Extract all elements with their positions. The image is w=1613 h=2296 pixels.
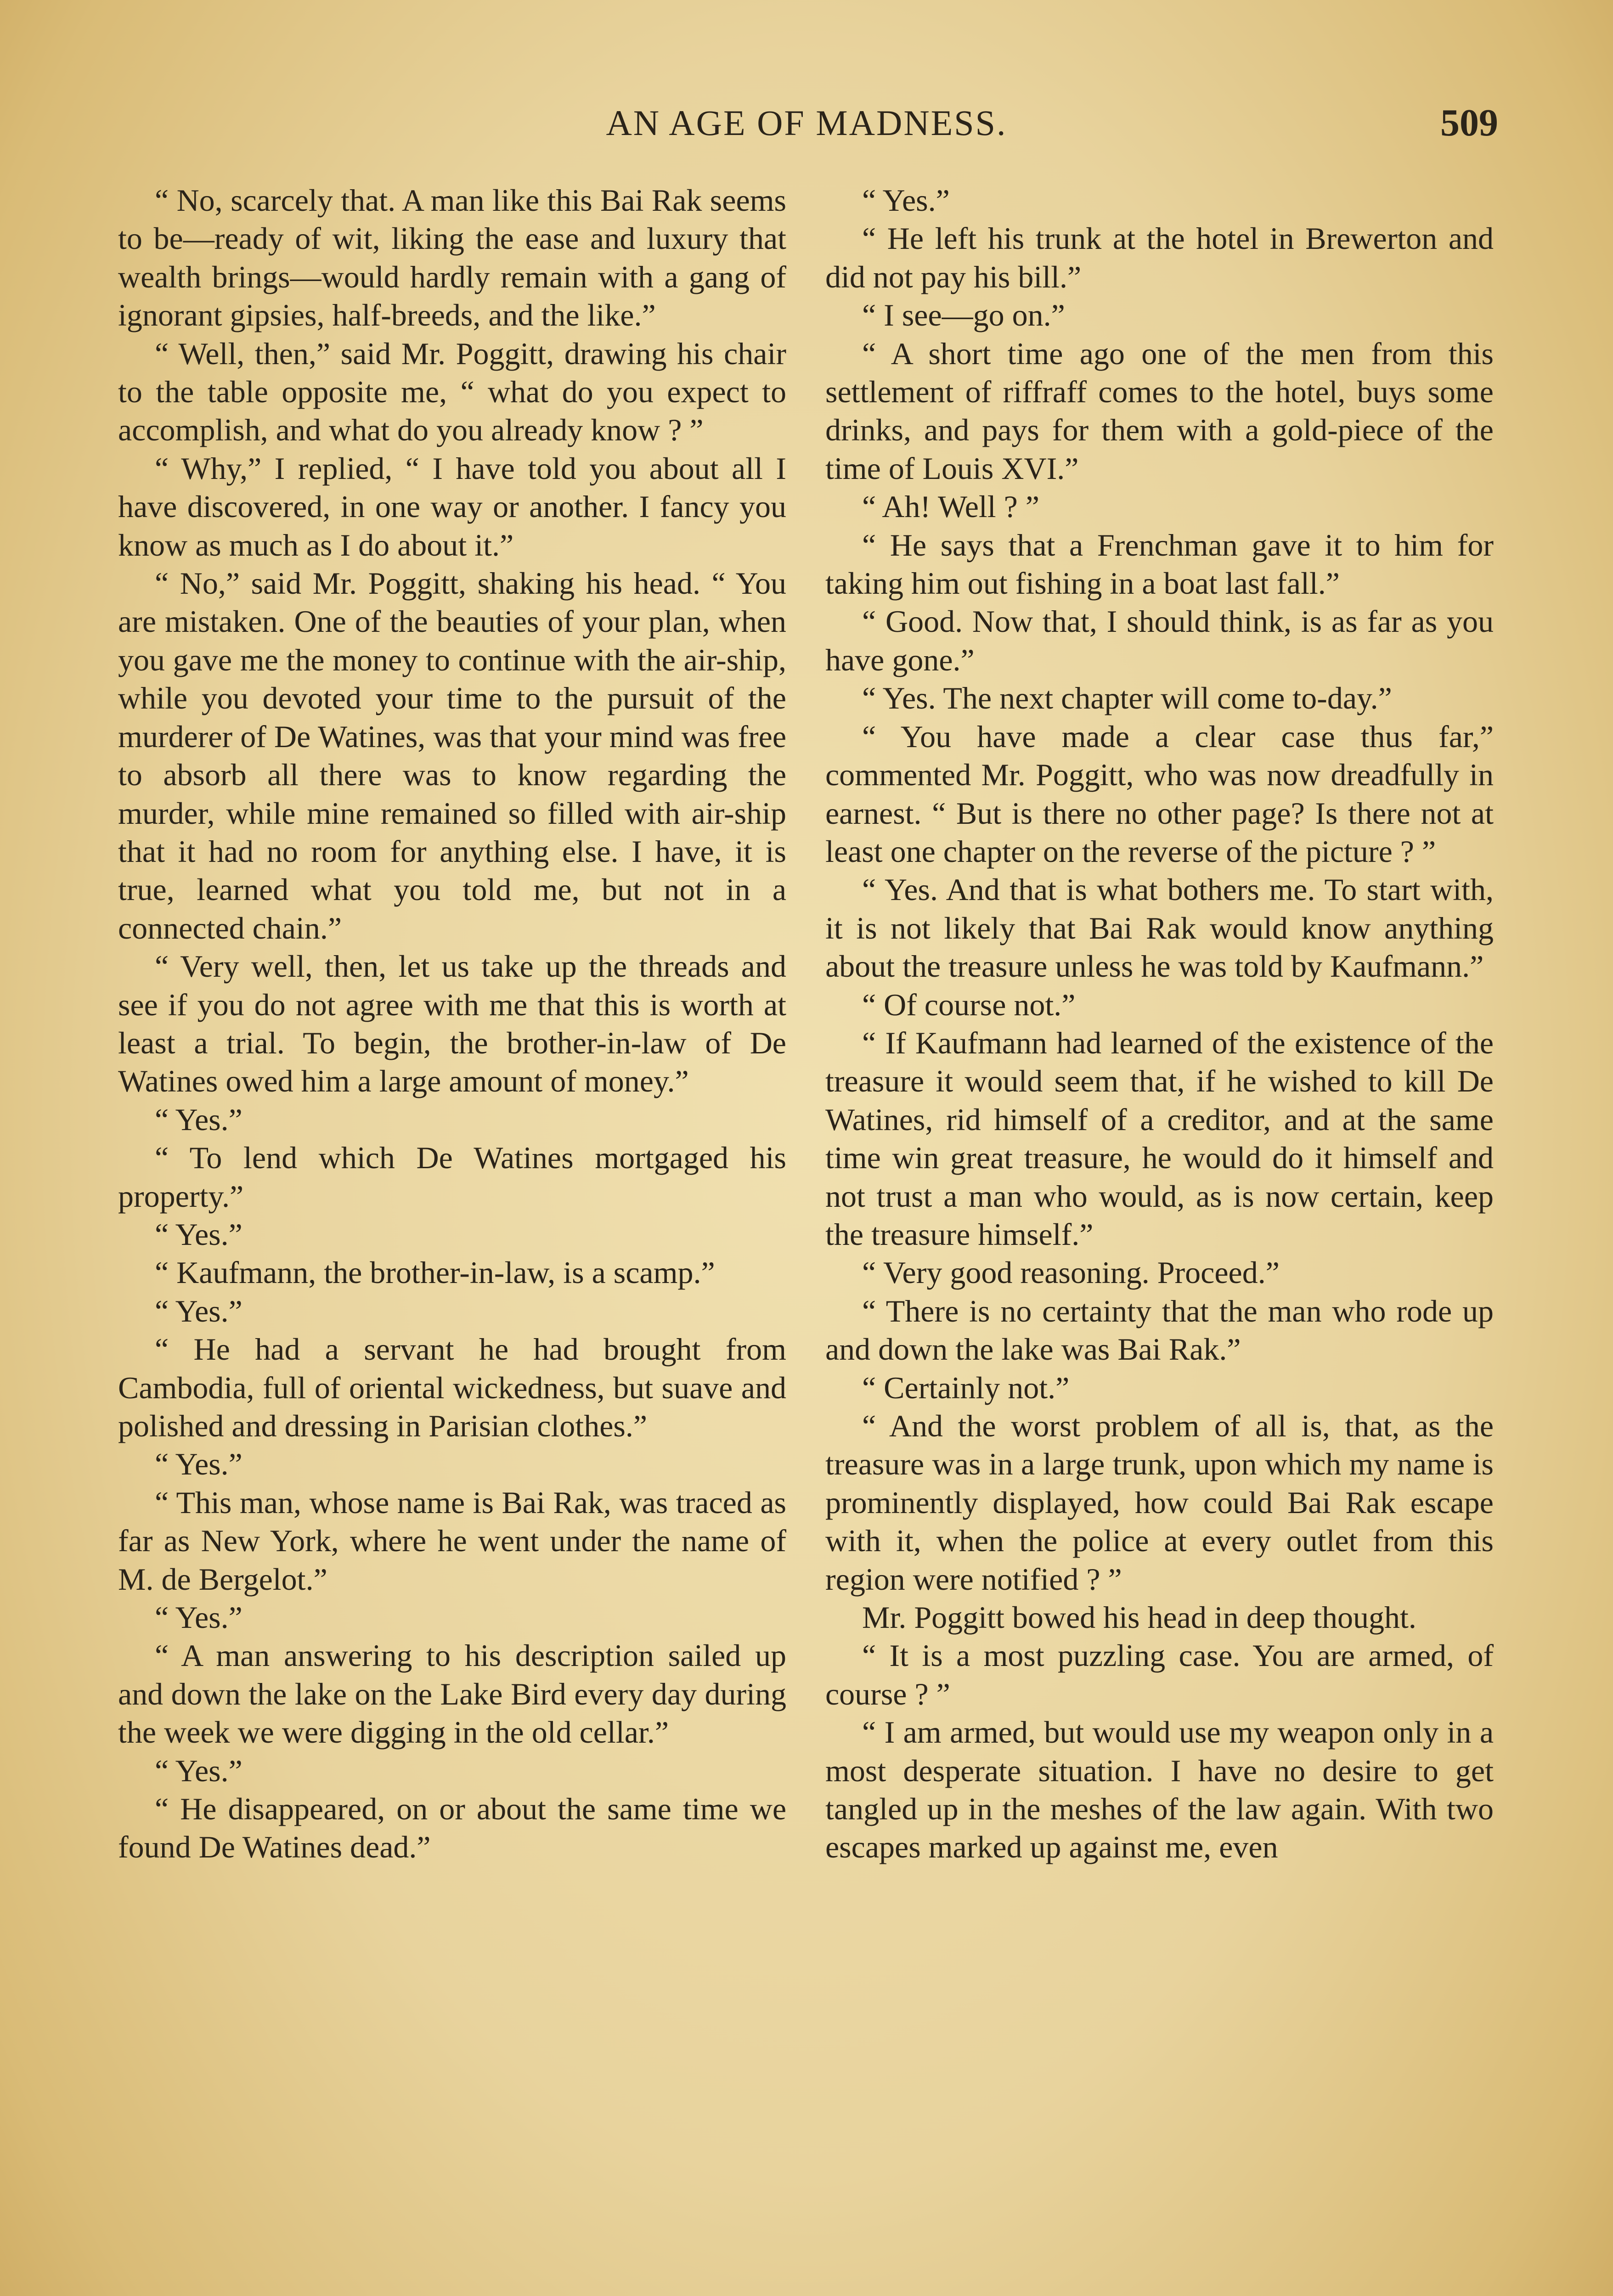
paragraph: “ To lend which De Watines mortgaged his property.” [118, 1140, 786, 1214]
paragraph: “ No,” said Mr. Poggitt, shaking his head. “ You are mistaken. One of the beauties of your plan, when you gave me the money to continue with the air-ship, while you devoted your time to the pursuit of the murderer of De Watines, was that your mind was free to absorb all there was to know regarding the murder, while mine remained so filled with air-ship that it had no room for anything else. I have, it is true, learned what you told me, but not in a connected chain.” [118, 566, 786, 945]
paragraph: “ Yes.” [155, 1102, 243, 1137]
paragraph: “ Certainly not.” [862, 1370, 1070, 1405]
paragraph: “ He says that a Frenchman gave it to him for taking him out fishing in a boat last fall.” [825, 527, 1494, 601]
paragraph: “ Ah! Well ? ” [862, 489, 1040, 524]
paragraph: Mr. Poggitt bowed his head in deep thought. [862, 1600, 1416, 1635]
paragraph: “ Good. Now that, I should think, is as far as you have gone.” [825, 604, 1494, 677]
paragraph: “ Yes.” [155, 1216, 243, 1252]
running-head: AN AGE OF MADNESS. [606, 103, 1007, 143]
text-column-left [118, 181, 786, 1867]
paragraph: “ He disappeared, on or about the same time we found De Watines dead.” [118, 1791, 786, 1865]
paragraph: “ Of course not.” [862, 987, 1076, 1022]
paragraph: “ Yes.” [862, 183, 950, 218]
paragraph: “ I am armed, but would use my weapon only in a most desperate situation. I have no desire to get tangled up in the meshes of the law again. With two escapes marked up against me, even [825, 1715, 1494, 1865]
text-column-right [825, 181, 1494, 1867]
paragraph: “ Very good reasoning. Proceed.” [862, 1255, 1280, 1290]
paragraph: “ Why,” I replied, “ I have told you about all I have discovered, in one way or another. I fancy you know as much as I do about it.” [118, 450, 786, 563]
paragraph: “ This man, whose name is Bai Rak, was traced as far as New York, where he went under the name of M. de Bergelot.” [118, 1485, 786, 1597]
paragraph: “ Yes.” [155, 1446, 243, 1482]
paragraph: “ A man answering to his description sailed up and down the lake on the Lake Bird every day during the week we were digging in the old cellar.” [118, 1638, 786, 1750]
page-header [115, 94, 1498, 145]
paragraph: “ He left his trunk at the hotel in Brewerton and did not pay his bill.” [825, 221, 1494, 294]
paragraph: “ You have made a clear case thus far,” commented Mr. Poggitt, who was now dreadfully in earnest. “ But is there no other page? Is there not at least one chapter on the reverse of the picture ? ” [825, 719, 1494, 869]
paragraph: “ Yes. And that is what bothers me. To start with, it is not likely that Bai Rak would know anything about the treasure unless he was told by Kaufmann.” [825, 872, 1494, 984]
paragraph: “ Well, then,” said Mr. Poggitt, drawing his chair to the table opposite me, “ what do you expect to accomplish, and what do you already know ? ” [118, 336, 786, 448]
paragraph: “ He had a servant he had brought from Cambodia, full of oriental wickedness, but suave and polished and dressing in Parisian clothes.” [118, 1332, 786, 1443]
paragraph: “ A short time ago one of the men from this settlement of riffraff comes to the hotel, buys some drinks, and pays for them with a gold-piece of the time of Louis XVI.” [825, 336, 1494, 486]
paragraph: “ Very well, then, let us take up the threads and see if you do not agree with me that this is worth at least a trial. To begin, the brother-in-law of De Watines owed him a large amount of money.” [118, 949, 786, 1099]
paragraph: “ If Kaufmann had learned of the existence of the treasure it would seem that, if he wished to kill De Watines, rid himself of a creditor, and at the same time win great treasure, he would do it himself and not trust a man who would, as is now certain, keep the treasure himself.” [825, 1025, 1494, 1252]
paragraph: “ It is a most puzzling case. You are armed, of course ? ” [825, 1638, 1494, 1711]
paragraph: “ Yes.” [155, 1753, 243, 1788]
page-number: 509 [1440, 101, 1498, 144]
paragraph: “ There is no certainty that the man who rode up and down the lake was Bai Rak.” [825, 1293, 1494, 1367]
paragraph: “ No, scarcely that. A man like this Bai Rak seems to be—ready of wit, liking the ease and luxury that wealth brings—would hardly remain with a gang of ignorant gipsies, half-breeds, and the like.” [118, 183, 786, 333]
paragraph: “ Kaufmann, the brother-in-law, is a scamp.” [155, 1255, 715, 1290]
paragraph: “ Yes.” [155, 1600, 243, 1635]
paragraph: “ I see—go on.” [862, 298, 1065, 333]
paragraph: “ Yes. The next chapter will come to-day.” [862, 681, 1392, 716]
paragraph: “ Yes.” [155, 1293, 243, 1328]
paragraph: “ And the worst problem of all is, that, as the treasure was in a large trunk, upon which my name is prominently displayed, how could Bai Rak escape with it, when the police at every outlet from this region were notified ? ” [825, 1408, 1494, 1597]
